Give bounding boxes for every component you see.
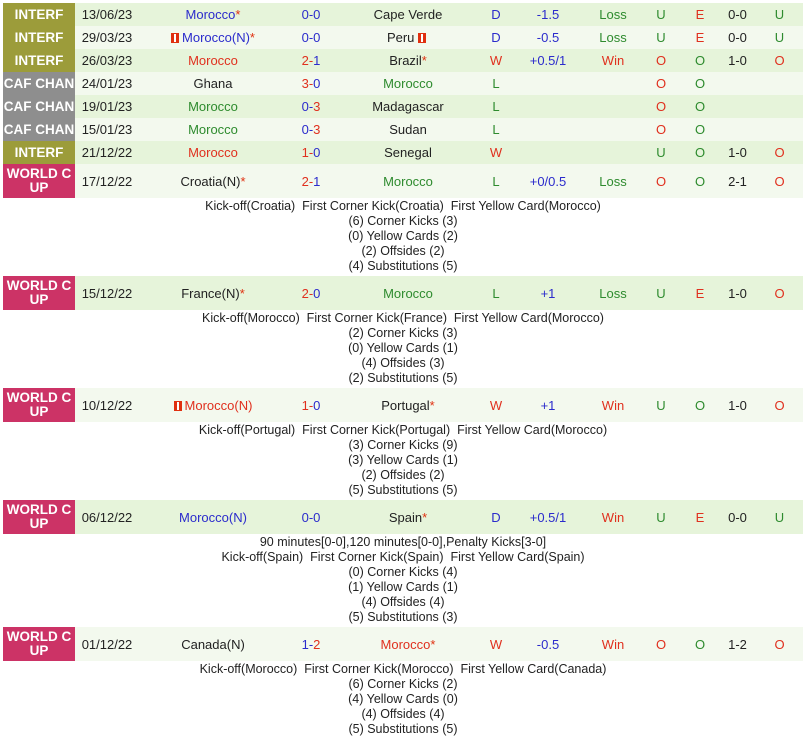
score-away: 0 xyxy=(313,30,321,45)
home-team xyxy=(139,26,287,49)
detail-line: (0) Yellow Cards (1) xyxy=(348,341,458,355)
home-team-name[interactable]: France(N) xyxy=(181,285,240,301)
away-team xyxy=(335,388,481,422)
score[interactable] xyxy=(287,49,335,72)
score-away: 3 xyxy=(313,122,321,137)
score-away: 0 xyxy=(313,509,321,525)
away-team-name[interactable]: Morocco xyxy=(383,285,433,301)
match-table xyxy=(3,3,803,739)
over-under: U xyxy=(641,141,681,164)
handicap-outcome xyxy=(585,118,641,141)
handicap: +0.5/1 xyxy=(511,500,585,534)
away-team xyxy=(335,141,481,164)
league-badge[interactable]: WORLD C UP xyxy=(3,164,75,198)
match-date: 19/01/23 xyxy=(75,95,139,118)
score-away: 3 xyxy=(313,99,321,114)
away-team xyxy=(335,627,481,661)
away-team-name[interactable]: Cape Verde xyxy=(373,7,443,22)
score[interactable] xyxy=(287,95,335,118)
over-under: U xyxy=(641,3,681,26)
detail-line: (2) Corner Kicks (3) xyxy=(348,326,458,340)
away-team-name[interactable]: Madagascar xyxy=(372,99,444,114)
over-under: O xyxy=(641,164,681,198)
match-row[interactable] xyxy=(3,164,803,198)
odd-even: O xyxy=(681,627,719,661)
match-date: 15/12/22 xyxy=(75,276,139,310)
detail-line: (2) Offsides (2) xyxy=(361,244,445,258)
league-badge[interactable]: WORLD C UP xyxy=(3,276,75,310)
away-team xyxy=(335,118,481,141)
match-details xyxy=(3,661,803,739)
score-home: 2- xyxy=(301,173,314,189)
detail-line: (0) Yellow Cards (2) xyxy=(348,229,458,243)
odd-even: E xyxy=(681,26,719,49)
match-date: 15/01/23 xyxy=(75,118,139,141)
score[interactable] xyxy=(287,26,335,49)
match-date: 17/12/22 xyxy=(75,164,139,198)
over-under: U xyxy=(641,26,681,49)
detail-line: Kick-off(Morocco) First Corner Kick(Morocco) First Yellow Card(Canada) xyxy=(199,662,607,676)
odd-even: O xyxy=(681,49,719,72)
away-team-star: * xyxy=(421,53,427,68)
handicap: -1.5 xyxy=(511,3,585,26)
detail-line: Kick-off(Portugal) First Corner Kick(Portugal) First Yellow Card(Morocco) xyxy=(198,423,608,437)
handicap-outcome xyxy=(585,72,641,95)
handicap xyxy=(511,141,585,164)
match-date: 01/12/22 xyxy=(75,627,139,661)
match-details-row xyxy=(3,661,803,739)
home-team-star: * xyxy=(239,285,245,301)
score-away: 0 xyxy=(313,7,321,22)
handicap xyxy=(511,95,585,118)
home-team-name[interactable]: Morocco xyxy=(188,122,238,137)
league-badge[interactable]: CAF CHAN xyxy=(3,95,75,118)
away-team xyxy=(335,500,481,534)
detail-line: (2) Offsides (2) xyxy=(361,468,445,482)
handicap: +0/0.5 xyxy=(511,164,585,198)
score[interactable] xyxy=(287,276,335,310)
home-team-name[interactable]: Morocco(N) xyxy=(182,30,250,45)
home-team-name[interactable]: Morocco xyxy=(185,7,236,22)
home-team-star: * xyxy=(235,7,241,22)
match-row[interactable] xyxy=(3,118,803,141)
score[interactable] xyxy=(287,3,335,26)
red-card-icon xyxy=(418,33,426,43)
score-home: 3- xyxy=(301,76,314,91)
home-team-name[interactable]: Ghana xyxy=(193,76,233,91)
red-card-icon xyxy=(171,33,179,43)
score[interactable] xyxy=(287,500,335,534)
handicap-outcome: Win xyxy=(585,49,641,72)
handicap-outcome: Win xyxy=(585,388,641,422)
score-away: 2 xyxy=(313,636,321,652)
over-under: O xyxy=(641,72,681,95)
score-home: 0- xyxy=(301,509,314,525)
score[interactable] xyxy=(287,118,335,141)
away-team-name[interactable]: Sudan xyxy=(389,122,427,137)
half-time-score: 1-0 xyxy=(719,388,756,422)
score-home: 2- xyxy=(301,53,314,68)
half-time-score: 0-0 xyxy=(719,26,756,49)
over-under: O xyxy=(641,49,681,72)
half-time-score: 1-0 xyxy=(719,276,756,310)
match-date: 13/06/23 xyxy=(75,3,139,26)
away-team-star: * xyxy=(422,509,428,525)
match-date: 10/12/22 xyxy=(75,388,139,422)
odd-even: O xyxy=(681,164,719,198)
handicap: -0.5 xyxy=(511,26,585,49)
league-badge[interactable]: CAF CHAN xyxy=(3,118,75,141)
home-team-name[interactable]: Morocco xyxy=(188,145,238,160)
half-time-over-under: O xyxy=(756,49,803,72)
league-badge[interactable]: INTERF xyxy=(3,49,75,72)
half-time-score: 1-2 xyxy=(719,627,756,661)
result: L xyxy=(481,72,511,95)
home-team-name[interactable]: Morocco(N) xyxy=(184,397,253,413)
league-badge[interactable]: INTERF xyxy=(3,141,75,164)
score-away: 0 xyxy=(313,397,321,413)
detail-line: (5) Substitutions (5) xyxy=(348,483,458,497)
detail-line: (4) Offsides (4) xyxy=(361,707,445,721)
match-row[interactable] xyxy=(3,26,803,49)
half-time-over-under xyxy=(756,95,803,118)
away-team xyxy=(335,72,481,95)
match-row[interactable] xyxy=(3,500,803,534)
away-team-star: * xyxy=(430,636,436,652)
away-team-name[interactable]: Morocco xyxy=(383,173,433,189)
score-home: 2- xyxy=(301,285,314,301)
result: L xyxy=(481,118,511,141)
match-details xyxy=(3,310,803,388)
home-team xyxy=(139,95,287,118)
result: D xyxy=(481,500,511,534)
score-away: 0 xyxy=(313,76,321,91)
score-home: 0- xyxy=(301,122,314,137)
result: L xyxy=(481,95,511,118)
score-home: 0- xyxy=(301,7,314,22)
over-under: O xyxy=(641,118,681,141)
detail-line: (4) Yellow Cards (0) xyxy=(348,692,458,706)
match-details xyxy=(3,198,803,276)
detail-line: (5) Substitutions (5) xyxy=(348,722,458,736)
detail-line: (6) Corner Kicks (2) xyxy=(348,677,458,691)
half-time-score: 2-1 xyxy=(719,164,756,198)
match-date: 24/01/23 xyxy=(75,72,139,95)
league-badge[interactable]: WORLD C UP xyxy=(3,500,75,534)
half-time-over-under: U xyxy=(756,26,803,49)
away-team-star: * xyxy=(429,397,435,413)
match-details-row xyxy=(3,310,803,388)
away-team xyxy=(335,276,481,310)
result: D xyxy=(481,3,511,26)
over-under: U xyxy=(641,388,681,422)
result: W xyxy=(481,627,511,661)
score-home: 0- xyxy=(301,30,314,45)
detail-line: (4) Offsides (3) xyxy=(361,356,445,370)
handicap xyxy=(511,118,585,141)
result: L xyxy=(481,164,511,198)
half-time-score xyxy=(719,118,756,141)
handicap: +1 xyxy=(511,388,585,422)
league-badge[interactable]: CAF CHAN xyxy=(3,72,75,95)
odd-even: O xyxy=(681,72,719,95)
half-time-over-under: O xyxy=(756,627,803,661)
home-team xyxy=(139,3,287,26)
detail-line: Kick-off(Spain) First Corner Kick(Spain) First Yellow Card(Spain) xyxy=(221,550,585,564)
home-team xyxy=(139,388,287,422)
match-history xyxy=(3,3,803,739)
detail-line: (5) Substitutions (3) xyxy=(348,610,458,624)
league-badge[interactable]: WORLD C UP xyxy=(3,627,75,661)
away-team xyxy=(335,26,481,49)
detail-line: (0) Corner Kicks (4) xyxy=(348,565,458,579)
match-row[interactable] xyxy=(3,627,803,661)
detail-line: (3) Corner Kicks (9) xyxy=(348,438,458,452)
detail-line: Kick-off(Morocco) First Corner Kick(France) First Yellow Card(Morocco) xyxy=(202,311,604,325)
detail-line: 90 minutes[0-0],120 minutes[0-0],Penalty Kicks[3-0] xyxy=(259,535,547,549)
handicap-outcome: Win xyxy=(585,627,641,661)
match-row[interactable] xyxy=(3,276,803,310)
score-away: 0 xyxy=(313,285,321,301)
away-team xyxy=(335,3,481,26)
over-under: O xyxy=(641,95,681,118)
league-badge[interactable]: INTERF xyxy=(3,3,75,26)
result: D xyxy=(481,26,511,49)
match-details xyxy=(3,422,803,500)
half-time-over-under: U xyxy=(756,3,803,26)
half-time-over-under: O xyxy=(756,164,803,198)
away-team xyxy=(335,49,481,72)
half-time-score: 1-0 xyxy=(719,49,756,72)
half-time-score: 0-0 xyxy=(719,3,756,26)
home-team-name[interactable]: Morocco xyxy=(188,99,238,114)
home-team xyxy=(139,164,287,198)
detail-line: (6) Corner Kicks (3) xyxy=(348,214,458,228)
home-team xyxy=(139,141,287,164)
league-badge[interactable]: WORLD C UP xyxy=(3,388,75,422)
half-time-over-under: O xyxy=(756,388,803,422)
match-date: 29/03/23 xyxy=(75,26,139,49)
away-team-name[interactable]: Portugal xyxy=(381,397,430,413)
result: L xyxy=(481,276,511,310)
over-under: U xyxy=(641,500,681,534)
result: W xyxy=(481,141,511,164)
match-row[interactable] xyxy=(3,388,803,422)
half-time-over-under: O xyxy=(756,141,803,164)
score-home: 0- xyxy=(301,99,314,114)
handicap: -0.5 xyxy=(511,627,585,661)
half-time-score xyxy=(719,95,756,118)
odd-even: O xyxy=(681,118,719,141)
handicap: +0.5/1 xyxy=(511,49,585,72)
detail-line: Kick-off(Croatia) First Corner Kick(Croatia) First Yellow Card(Morocco) xyxy=(205,199,601,213)
handicap-outcome xyxy=(585,141,641,164)
home-team xyxy=(139,276,287,310)
match-details-row xyxy=(3,534,803,627)
home-team-name[interactable]: Croatia(N) xyxy=(180,173,241,189)
home-team xyxy=(139,627,287,661)
score-home: 1- xyxy=(301,397,314,413)
home-team-name[interactable]: Morocco(N) xyxy=(179,509,247,525)
away-team xyxy=(335,95,481,118)
away-team-name[interactable]: Senegal xyxy=(384,145,432,160)
home-team-star: * xyxy=(249,30,255,45)
away-team-name[interactable]: Peru xyxy=(386,30,415,45)
half-time-over-under: O xyxy=(756,276,803,310)
handicap xyxy=(511,72,585,95)
red-card-icon xyxy=(174,401,182,411)
handicap: +1 xyxy=(511,276,585,310)
score[interactable] xyxy=(287,141,335,164)
score-away: 1 xyxy=(313,173,321,189)
score[interactable] xyxy=(287,627,335,661)
detail-line: (2) Substitutions (5) xyxy=(348,371,458,385)
result: W xyxy=(481,388,511,422)
half-time-score: 0-0 xyxy=(719,500,756,534)
away-team-name[interactable]: Brazil xyxy=(389,53,422,68)
match-date: 21/12/22 xyxy=(75,141,139,164)
score[interactable] xyxy=(287,164,335,198)
handicap-outcome xyxy=(585,95,641,118)
odd-even: O xyxy=(681,388,719,422)
score[interactable] xyxy=(287,72,335,95)
match-row[interactable] xyxy=(3,141,803,164)
match-row[interactable] xyxy=(3,3,803,26)
handicap-outcome: Loss xyxy=(585,26,641,49)
away-team-name[interactable]: Spain xyxy=(388,509,423,525)
odd-even: E xyxy=(681,500,719,534)
league-badge[interactable]: INTERF xyxy=(3,26,75,49)
match-date: 26/03/23 xyxy=(75,49,139,72)
away-team xyxy=(335,164,481,198)
score-away: 0 xyxy=(313,145,321,160)
handicap-outcome: Loss xyxy=(585,3,641,26)
handicap-outcome: Loss xyxy=(585,276,641,310)
home-team-star: * xyxy=(240,173,246,189)
score-away: 1 xyxy=(313,53,321,68)
match-details xyxy=(3,534,803,627)
away-team-name[interactable]: Morocco xyxy=(380,636,431,652)
match-details-row xyxy=(3,422,803,500)
odd-even: O xyxy=(681,141,719,164)
over-under: U xyxy=(641,276,681,310)
home-team-name[interactable]: Morocco xyxy=(188,53,238,68)
home-team xyxy=(139,72,287,95)
half-time-over-under: U xyxy=(756,500,803,534)
score[interactable] xyxy=(287,388,335,422)
home-team xyxy=(139,118,287,141)
detail-line: (3) Yellow Cards (1) xyxy=(348,453,458,467)
detail-line: (1) Yellow Cards (1) xyxy=(348,580,458,594)
score-home: 1- xyxy=(301,636,314,652)
match-row[interactable] xyxy=(3,72,803,95)
away-team-name[interactable]: Morocco xyxy=(383,76,433,91)
handicap-outcome: Loss xyxy=(585,164,641,198)
match-details-row xyxy=(3,198,803,276)
result: W xyxy=(481,49,511,72)
match-row[interactable] xyxy=(3,95,803,118)
detail-line: (4) Offsides (4) xyxy=(361,595,445,609)
half-time-score: 1-0 xyxy=(719,141,756,164)
odd-even: E xyxy=(681,3,719,26)
match-row[interactable] xyxy=(3,49,803,72)
over-under: O xyxy=(641,627,681,661)
home-team-name[interactable]: Canada(N) xyxy=(181,636,245,652)
half-time-over-under xyxy=(756,72,803,95)
handicap-outcome: Win xyxy=(585,500,641,534)
home-team xyxy=(139,500,287,534)
odd-even: E xyxy=(681,276,719,310)
home-team xyxy=(139,49,287,72)
half-time-score xyxy=(719,72,756,95)
match-date: 06/12/22 xyxy=(75,500,139,534)
detail-line: (4) Substitutions (5) xyxy=(348,259,458,273)
half-time-over-under xyxy=(756,118,803,141)
score-home: 1- xyxy=(301,145,314,160)
odd-even: O xyxy=(681,95,719,118)
